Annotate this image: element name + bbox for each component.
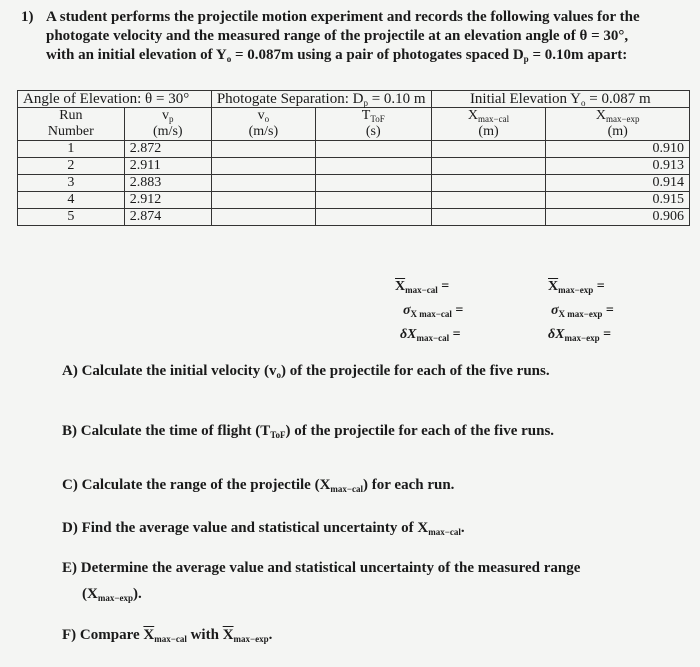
col-run: Run Number [18,108,125,141]
problem-line-1: A student performs the projectile motion experiment and records the following values for the [46,9,640,25]
table-row: 4 2.912 0.915 [18,192,690,209]
table-row: 2 2.911 0.913 [18,158,690,175]
table-row: 5 2.874 0.906 [18,209,690,226]
question-f: F) Compare $\overline{X}_{max-cal}$ with $\overline{X}_{max-exp}$. [62,627,273,644]
table-row: 1 2.872 0.910 [18,141,690,158]
col-tof: $T_{ToF}$ (s) [315,108,431,141]
mean-cal: $\overline{X}_{max-cal}$ = [395,279,450,295]
sigma-cal: $\sigma_{X max-cal}$ = [403,303,464,319]
delta-cal: $\delta X_{max-cal}$ = [400,327,461,343]
table-header-row [18,91,690,108]
delta-exp: $\delta X_{max-exp}$ = [548,327,612,343]
problem-line-3: with an initial elevation of $Y_o = 0.087m$ using a pair of photogates spaced $D_p = 0.10m$ apart: [46,47,628,64]
question-e: E) Determine the average value and statistical uncertainty of the measured range $(X_{max-exp})$. [62,560,581,603]
question-d: D) Find the average value and statistical uncertainty of $X_{max-cal}$. [62,520,465,537]
col-vo: $v_o$ (m/s) [211,108,315,141]
problem-line-2: photogate velocity and the measured range of the projectile at an elevation angle of θ = 30°, [46,28,629,44]
angle-header: Angle of Elevation: θ = 30° [18,91,212,108]
table-row: 3 2.883 0.914 [18,175,690,192]
col-xcal: $X_{max-cal}$ (m) [431,108,546,141]
elevation-header: Initial Elevation $Y_o = 0.087$ m [431,91,689,108]
mean-exp: $\overline{X}_{max-exp}$ = [548,279,605,295]
column-header-row [18,108,690,141]
col-vp: $v_p$ (m/s) [124,108,211,141]
separation-header: Photogate Separation: $D_p = 0.10$ m [211,91,431,108]
sigma-exp: $\sigma_{X max-exp}$ = [551,303,614,319]
problem-statement [21,8,686,65]
data-table [17,90,690,226]
question-a: A) Calculate the initial velocity $(v_o)$ of the projectile for each of the five runs. [62,363,550,380]
question-b: B) Calculate the time of flight $(T_{ToF})$ of the projectile for each of the five runs. [62,423,555,440]
col-xexp: $X_{max-exp}$ (m) [546,108,690,141]
question-c: C) Calculate the range of the projectile $(X_{max-cal})$ for each run. [62,477,455,494]
problem-number: 1) [21,9,34,25]
